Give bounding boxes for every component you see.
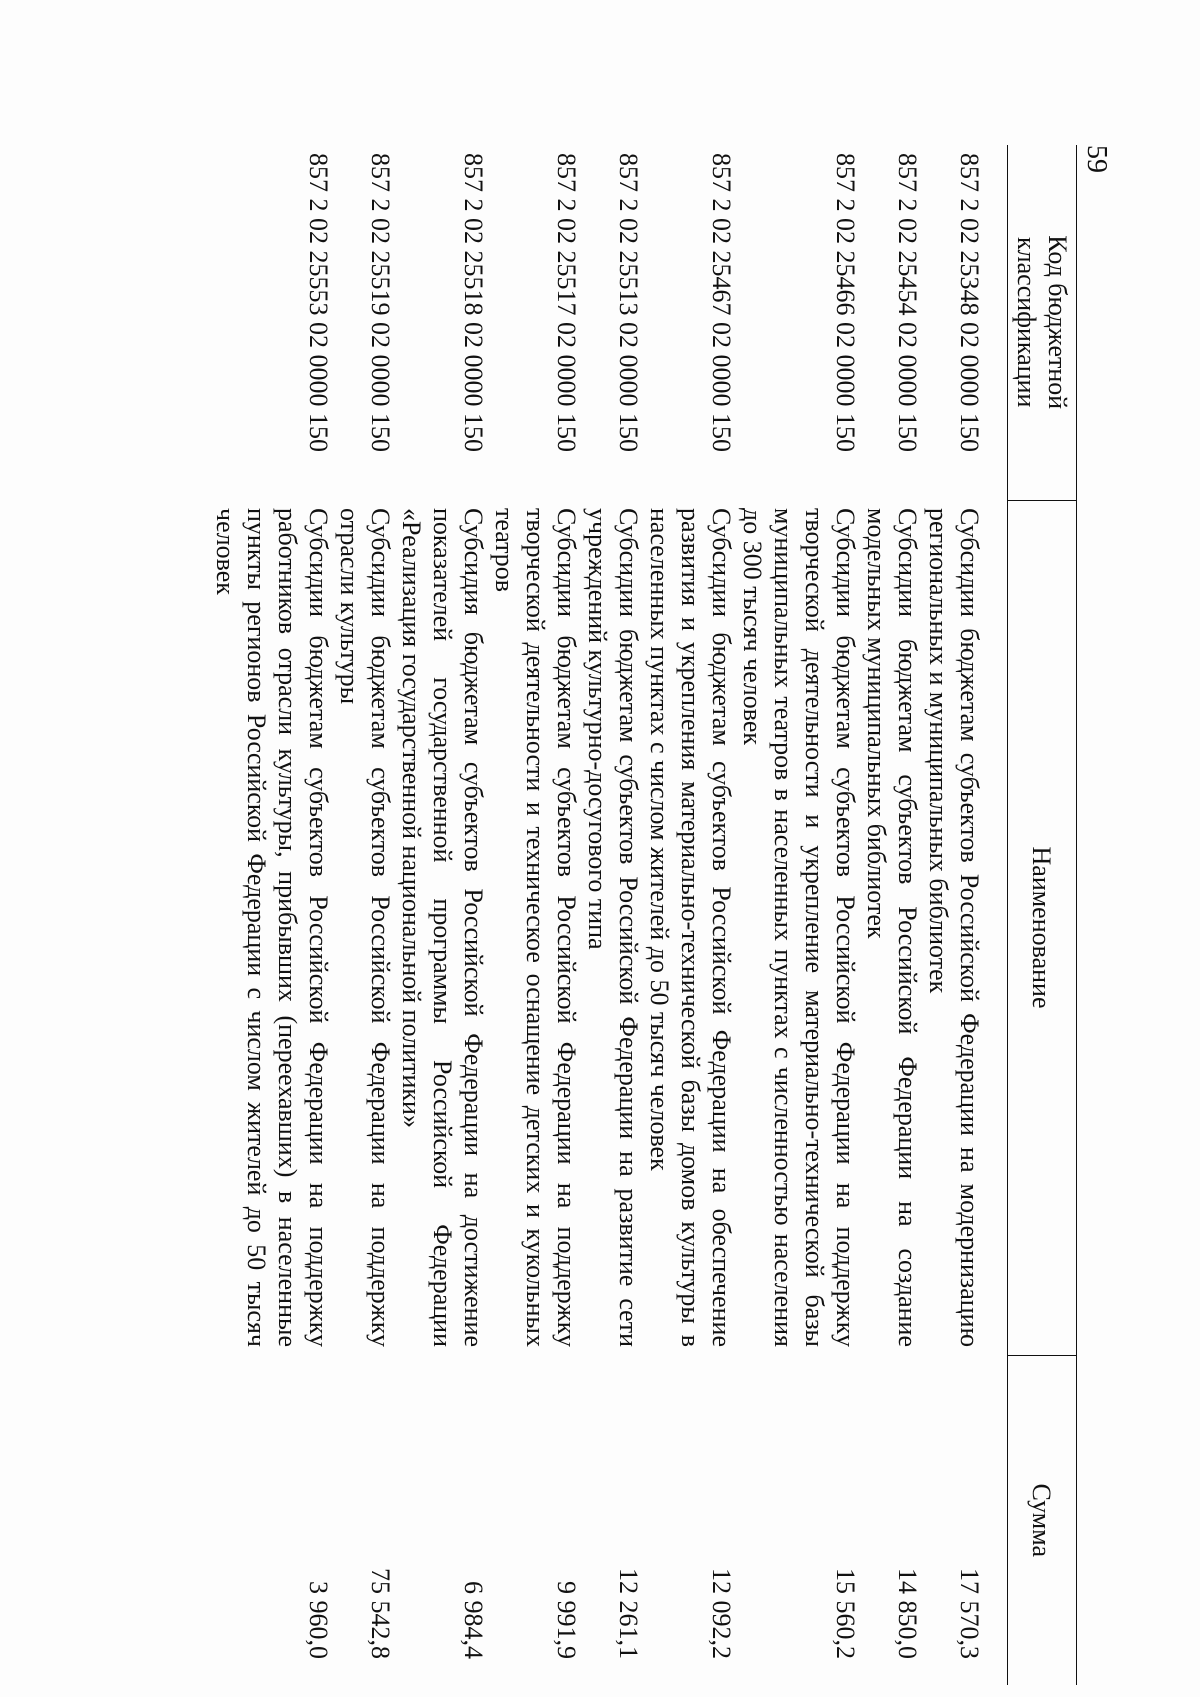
header-name: Наименование bbox=[1008, 500, 1077, 1355]
table-row bbox=[334, 145, 396, 1685]
row-name: Субсидии бюджетам субъектов Российской Федерации на поддержку творческой деятельности и техническое оснащение детских и кукольных театров bbox=[490, 508, 581, 1347]
row-code: 857 2 02 25454 02 0000 150 bbox=[893, 153, 922, 452]
row-name: Субсидии бюджетам субъектов Российской Федерации на поддержку творческой деятельности и укрепление материально-технической базы муниципальных театров в населенных пунктах с численностью населения до 300 тысяч человек bbox=[738, 508, 860, 1347]
row-sum: 9 991,9 bbox=[552, 1581, 581, 1659]
row-sum: 12 092,2 bbox=[707, 1568, 736, 1659]
row-code: 857 2 02 25467 02 0000 150 bbox=[707, 153, 736, 452]
row-sum: 14 850,0 bbox=[893, 1568, 922, 1659]
table-row bbox=[489, 145, 582, 1685]
table-row bbox=[737, 145, 861, 1685]
row-sum: 17 570,3 bbox=[955, 1568, 984, 1659]
header-sum: Сумма bbox=[1008, 1355, 1077, 1685]
row-sum: 6 984,4 bbox=[459, 1581, 488, 1659]
row-sum: 12 261,1 bbox=[614, 1568, 643, 1659]
row-name: Субсидии бюджетам субъектов Российской Федерации на модернизацию региональных и муниципальных библиотек bbox=[924, 508, 984, 1347]
row-name: Субсидии бюджетам субъектов Российской Федерации на создание модельных муниципальных библиотек bbox=[862, 508, 922, 1347]
budget-table bbox=[210, 145, 1077, 1685]
row-name: Субсидия бюджетам субъектов Российской Федерации на достижение показателей государственной программы Российской Федерации «Реализация государственной национальной политики» bbox=[397, 508, 488, 1347]
row-sum: 3 960,0 bbox=[304, 1581, 333, 1659]
row-sum: 75 542,8 bbox=[366, 1568, 395, 1659]
table-row bbox=[582, 145, 644, 1685]
table-row bbox=[923, 145, 1008, 1685]
row-name: Субсидии бюджетам субъектов Российской Федерации на развитие сети учреждений культурно-досугового типа bbox=[583, 508, 643, 1347]
row-sum: 15 560,2 bbox=[831, 1568, 860, 1659]
row-name: Субсидии бюджетам субъектов Российской Федерации на поддержку отрасли культуры bbox=[335, 508, 395, 1347]
table-row bbox=[644, 145, 737, 1685]
row-code: 857 2 02 25466 02 0000 150 bbox=[831, 153, 860, 452]
row-code: 857 2 02 25348 02 0000 150 bbox=[955, 153, 984, 452]
table-row bbox=[210, 145, 334, 1685]
table-row bbox=[396, 145, 489, 1685]
table-body bbox=[210, 145, 1008, 1685]
budget-table-container bbox=[0, 145, 1077, 1685]
row-code: 857 2 02 25553 02 0000 150 bbox=[304, 153, 333, 452]
table-row bbox=[861, 145, 923, 1685]
header-row bbox=[1008, 145, 1077, 1685]
row-code: 857 2 02 25518 02 0000 150 bbox=[459, 153, 488, 452]
row-code: 857 2 02 25517 02 0000 150 bbox=[552, 153, 581, 452]
header-code: Код бюджетной классификации bbox=[1008, 145, 1077, 500]
row-code: 857 2 02 25513 02 0000 150 bbox=[614, 153, 643, 452]
row-name: Субсидии бюджетам субъектов Российской Федерации на обеспечение развития и укрепления материально-технической базы домов культуры в населенных пунктах с числом жителей до 50 тысяч человек bbox=[645, 508, 736, 1347]
row-code: 857 2 02 25519 02 0000 150 bbox=[366, 153, 395, 452]
table-header bbox=[1008, 145, 1077, 1685]
row-name: Субсидии бюджетам субъектов Российской Федерации на поддержку работников отрасли культуры, прибывших (переехавших) в населенные пункты регионов Российской Федерации с числом жителей до 50 тысяч человек bbox=[211, 508, 333, 1347]
page-number: 59 bbox=[1081, 145, 1112, 173]
